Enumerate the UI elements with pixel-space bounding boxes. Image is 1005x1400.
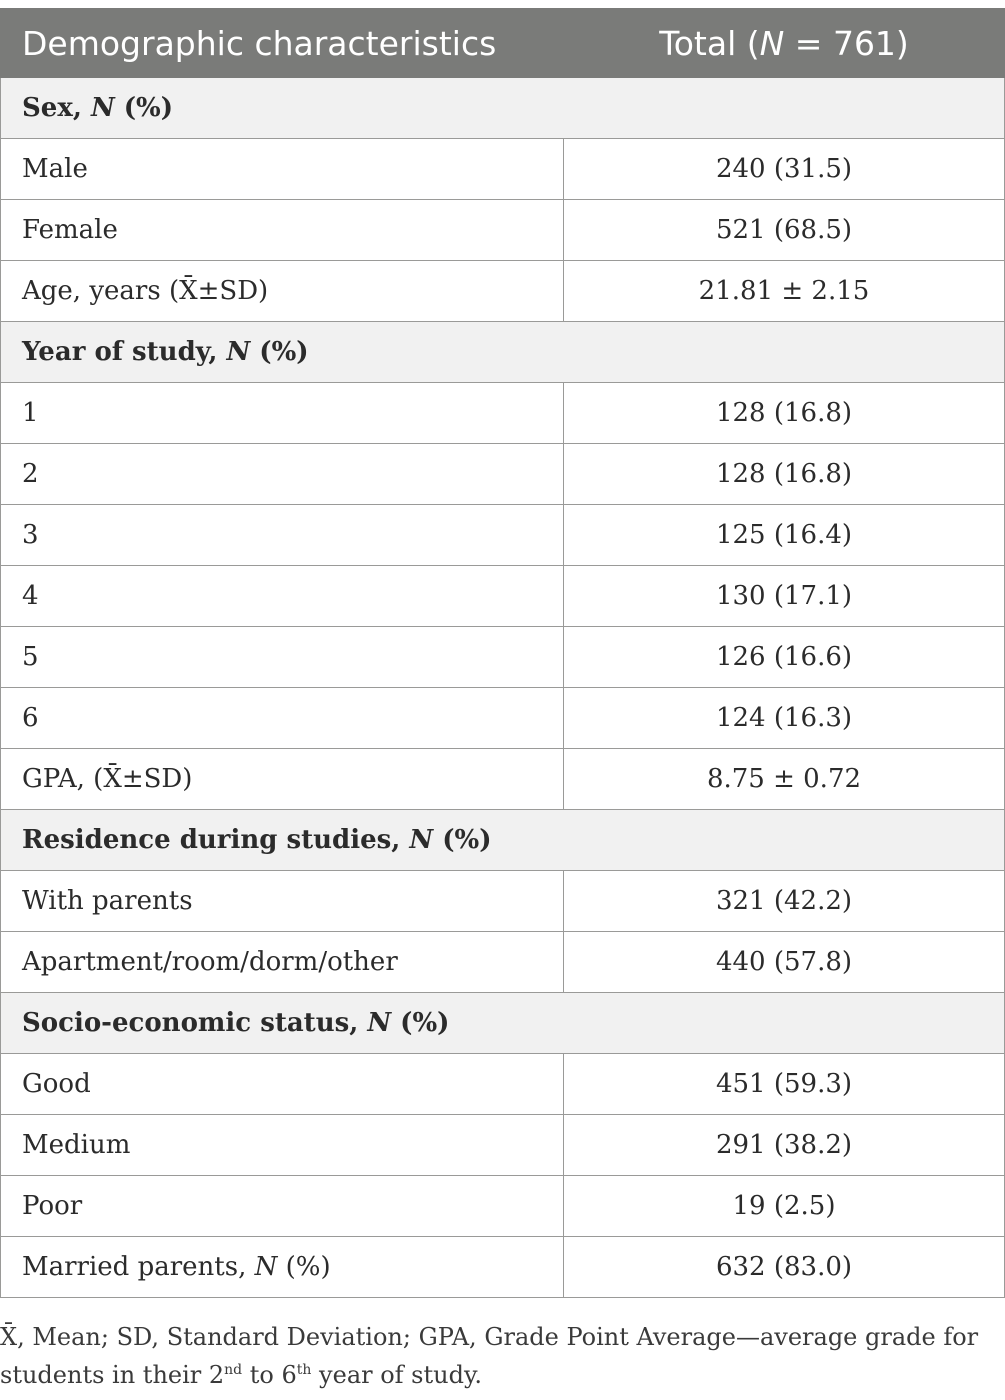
row-value: 8.75 ± 0.72 — [564, 749, 1005, 810]
table-row-year-5 — [1, 627, 1005, 688]
table-row-year-4 — [1, 566, 1005, 627]
row-label: Male — [1, 139, 564, 200]
row-label: 4 — [1, 566, 564, 627]
table-row-good — [1, 1054, 1005, 1115]
row-label: Age, years (X̄±SD) — [1, 261, 564, 322]
row-value: 130 (17.1) — [564, 566, 1005, 627]
table-row-year-6 — [1, 688, 1005, 749]
table-row-year-1 — [1, 383, 1005, 444]
row-label: 2 — [1, 444, 564, 505]
row-label: Married parents, N (%) — [1, 1237, 564, 1298]
row-value: 321 (42.2) — [564, 871, 1005, 932]
table-row-gpa — [1, 749, 1005, 810]
row-value: 291 (38.2) — [564, 1115, 1005, 1176]
row-label: 5 — [1, 627, 564, 688]
row-label: Apartment/room/dorm/other — [1, 932, 564, 993]
table-row-apartment — [1, 932, 1005, 993]
header-demographic-characteristics: Demographic characteristics — [1, 9, 564, 78]
table-row-male — [1, 139, 1005, 200]
table-footnote: X̄, Mean; SD, Standard Deviation; GPA, Grade Point Average—average grade for students in their 2nd to 6th year of study. — [0, 1323, 979, 1389]
table-row-with-parents — [1, 871, 1005, 932]
section-row-socio-economic: Socio-economic status, N (%) — [1, 993, 1005, 1054]
table-row-female — [1, 200, 1005, 261]
row-value: 128 (16.8) — [564, 444, 1005, 505]
table-row-medium — [1, 1115, 1005, 1176]
section-row-year-of-study: Year of study, N (%) — [1, 322, 1005, 383]
row-value: 632 (83.0) — [564, 1237, 1005, 1298]
row-label: Poor — [1, 1176, 564, 1237]
row-value: 451 (59.3) — [564, 1054, 1005, 1115]
table-row-poor — [1, 1176, 1005, 1237]
row-value: 521 (68.5) — [564, 200, 1005, 261]
row-label: Medium — [1, 1115, 564, 1176]
table-row-married-parents — [1, 1237, 1005, 1298]
row-label: 1 — [1, 383, 564, 444]
demographics-table-container — [0, 8, 1005, 1298]
table-row-year-3 — [1, 505, 1005, 566]
row-label: GPA, (X̄±SD) — [1, 749, 564, 810]
section-row-residence: Residence during studies, N (%) — [1, 810, 1005, 871]
row-value: 19 (2.5) — [564, 1176, 1005, 1237]
row-value: 125 (16.4) — [564, 505, 1005, 566]
row-label: 3 — [1, 505, 564, 566]
row-value: 124 (16.3) — [564, 688, 1005, 749]
row-label: 6 — [1, 688, 564, 749]
row-label: With parents — [1, 871, 564, 932]
header-total: Total (N = 761) — [564, 9, 1005, 78]
row-value: 440 (57.8) — [564, 932, 1005, 993]
row-value: 126 (16.6) — [564, 627, 1005, 688]
table-row-age — [1, 261, 1005, 322]
section-row-sex: Sex, N (%) — [1, 78, 1005, 139]
row-label: Female — [1, 200, 564, 261]
row-value: 128 (16.8) — [564, 383, 1005, 444]
table-row-year-2 — [1, 444, 1005, 505]
row-label: Good — [1, 1054, 564, 1115]
row-value: 21.81 ± 2.15 — [564, 261, 1005, 322]
row-value: 240 (31.5) — [564, 139, 1005, 200]
table-header-row — [1, 9, 1005, 78]
demographics-table — [0, 8, 1005, 1298]
